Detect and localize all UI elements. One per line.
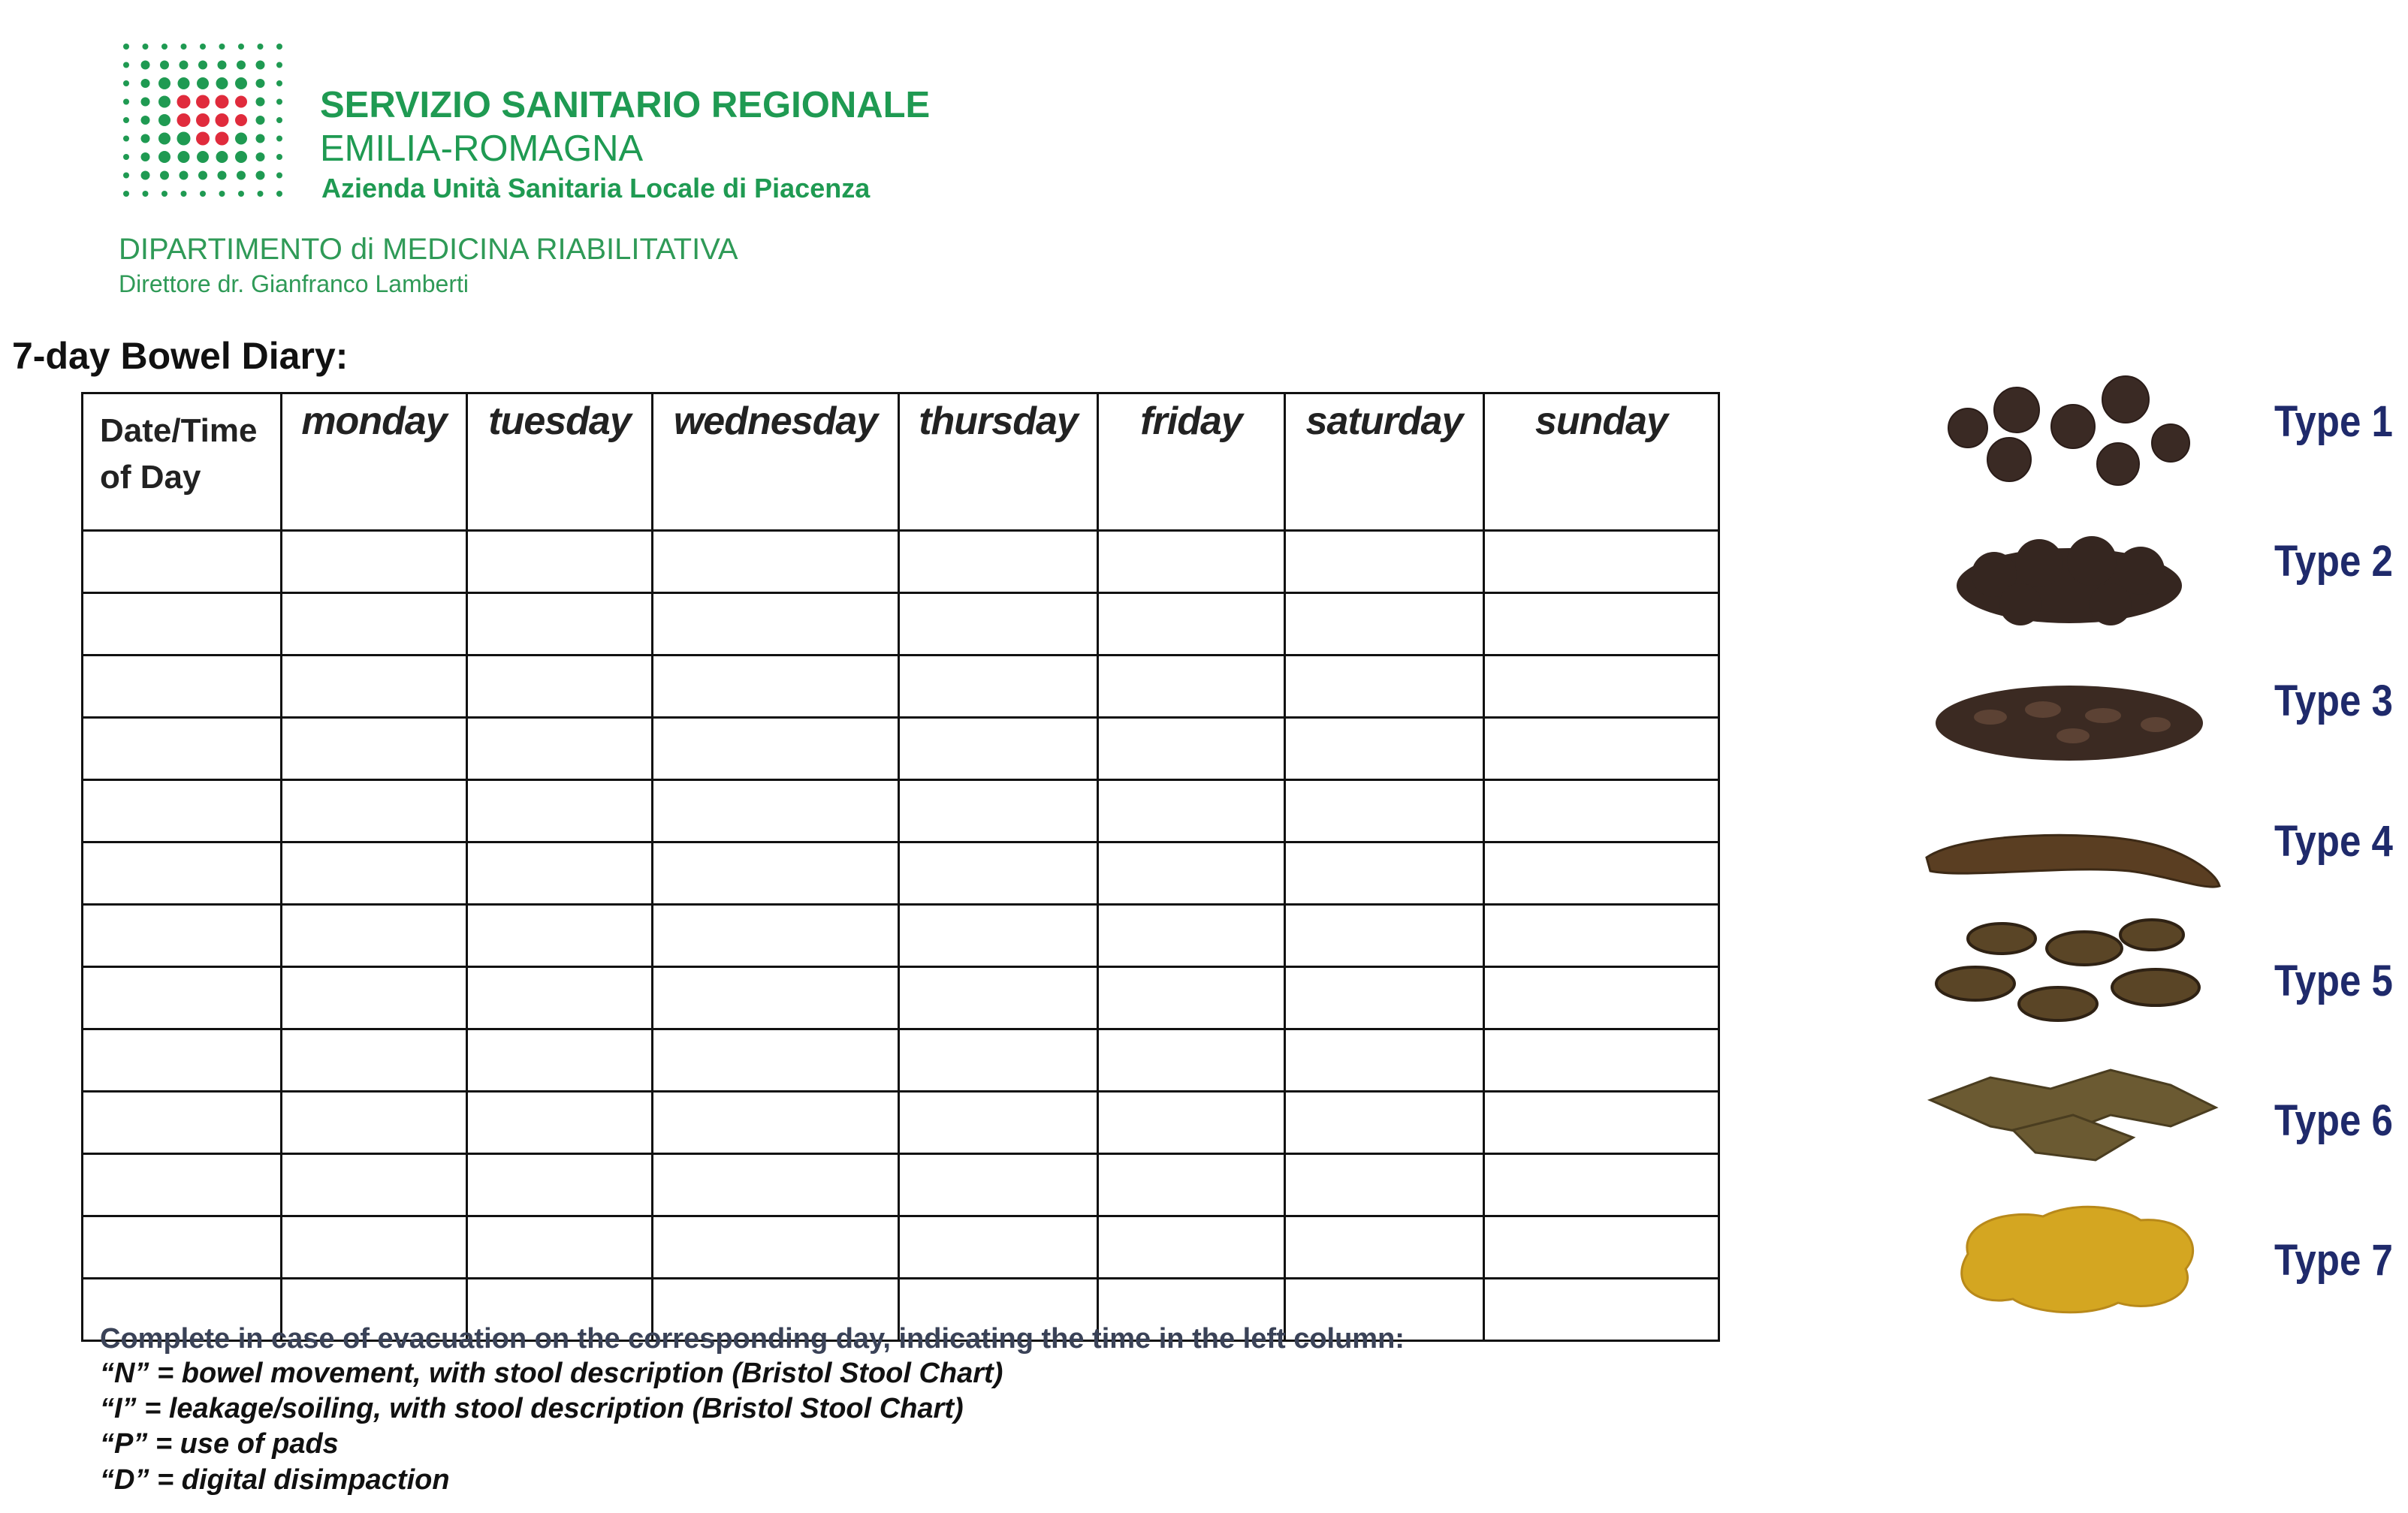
date-time-column-header bbox=[83, 393, 282, 531]
table-header-row bbox=[83, 393, 1719, 531]
logo-dot bbox=[238, 44, 244, 50]
day-entry-cell[interactable] bbox=[1098, 780, 1285, 842]
legend-item-d: “D” = digital disimpaction bbox=[100, 1464, 450, 1496]
day-entry-cell[interactable] bbox=[1285, 1092, 1484, 1154]
stool-type-2-image bbox=[1949, 529, 2197, 634]
day-header-sunday: sunday bbox=[1484, 393, 1719, 531]
day-entry-cell[interactable] bbox=[653, 905, 899, 967]
day-entry-cell[interactable] bbox=[282, 905, 467, 967]
logo-dot bbox=[276, 173, 282, 179]
date-time-cell[interactable] bbox=[83, 656, 282, 718]
logo-dot bbox=[123, 173, 129, 179]
logo-dot bbox=[197, 77, 209, 89]
logo-dot bbox=[123, 136, 129, 142]
logo-dot bbox=[158, 151, 170, 163]
day-entry-cell[interactable] bbox=[467, 656, 653, 718]
logo-dot bbox=[218, 171, 227, 180]
logo-dot bbox=[216, 151, 228, 163]
instructions-text: Complete in case of evacuation on the corresponding day, indicating the time in the left column: bbox=[100, 1323, 1405, 1355]
day-entry-cell[interactable] bbox=[467, 842, 653, 905]
stool-type-6-image bbox=[1923, 1055, 2223, 1168]
day-entry-cell[interactable] bbox=[653, 718, 899, 780]
logo-dot bbox=[180, 171, 189, 180]
legend-item-i: “I” = leakage/soiling, with stool description (Bristol Stool Chart) bbox=[100, 1393, 964, 1424]
day-entry-cell[interactable] bbox=[899, 780, 1098, 842]
logo-dot bbox=[141, 79, 150, 88]
day-entry-cell[interactable] bbox=[899, 1092, 1098, 1154]
logo-dot bbox=[178, 77, 190, 89]
day-entry-cell[interactable] bbox=[899, 1216, 1098, 1279]
day-entry-cell[interactable] bbox=[1098, 967, 1285, 1029]
day-entry-cell[interactable] bbox=[1098, 1216, 1285, 1279]
local-health-authority: Azienda Unità Sanitaria Locale di Piacenza bbox=[321, 173, 871, 203]
day-entry-cell[interactable] bbox=[653, 1216, 899, 1279]
logo-dot bbox=[276, 44, 282, 50]
logo-dot bbox=[198, 171, 207, 180]
logo-dot bbox=[160, 171, 169, 180]
day-entry-cell[interactable] bbox=[467, 1154, 653, 1216]
logo-dot bbox=[123, 154, 129, 160]
logo-dot bbox=[123, 80, 129, 86]
logo-dot bbox=[256, 116, 265, 125]
type-6-label: Type 6 bbox=[2274, 1096, 2393, 1145]
day-entry-cell[interactable] bbox=[1484, 842, 1719, 905]
logo-dot bbox=[178, 151, 190, 163]
day-entry-cell[interactable] bbox=[1484, 1154, 1719, 1216]
logo-dot bbox=[123, 99, 129, 105]
day-entry-cell[interactable] bbox=[1285, 780, 1484, 842]
day-entry-cell[interactable] bbox=[899, 1154, 1098, 1216]
day-entry-cell[interactable] bbox=[653, 842, 899, 905]
logo-dot bbox=[177, 113, 191, 127]
bowel-diary-table bbox=[81, 392, 1720, 1342]
day-header-tuesday: tuesday bbox=[467, 393, 653, 531]
day-entry-cell[interactable] bbox=[1285, 967, 1484, 1029]
date-time-cell[interactable] bbox=[83, 967, 282, 1029]
day-entry-cell[interactable] bbox=[653, 1029, 899, 1092]
date-time-cell[interactable] bbox=[83, 1029, 282, 1092]
type-2-label: Type 2 bbox=[2274, 537, 2393, 586]
logo-dot bbox=[161, 191, 167, 197]
diary-entries bbox=[83, 531, 1719, 1341]
logo-dot bbox=[141, 152, 150, 161]
table-row bbox=[83, 531, 1719, 593]
day-entry-cell[interactable] bbox=[467, 531, 653, 593]
regional-health-service-logo bbox=[117, 38, 290, 203]
date-time-cell[interactable] bbox=[83, 718, 282, 780]
logo-dot bbox=[198, 61, 207, 70]
date-time-cell[interactable] bbox=[83, 780, 282, 842]
day-entry-cell[interactable] bbox=[1484, 1029, 1719, 1092]
day-entry-cell[interactable] bbox=[1285, 905, 1484, 967]
day-entry-cell[interactable] bbox=[653, 1092, 899, 1154]
logo-dot bbox=[237, 61, 246, 70]
stool-type-7-image bbox=[1945, 1194, 2208, 1322]
day-entry-cell[interactable] bbox=[1484, 905, 1719, 967]
day-entry-cell[interactable] bbox=[899, 1029, 1098, 1092]
day-entry-cell[interactable] bbox=[1285, 1029, 1484, 1092]
day-entry-cell[interactable] bbox=[282, 842, 467, 905]
logo-dot bbox=[216, 95, 229, 109]
day-entry-cell[interactable] bbox=[1484, 593, 1719, 656]
day-header-saturday: saturday bbox=[1285, 393, 1484, 531]
day-entry-cell[interactable] bbox=[282, 1029, 467, 1092]
day-entry-cell[interactable] bbox=[1285, 656, 1484, 718]
logo-dot bbox=[180, 61, 189, 70]
day-entry-cell[interactable] bbox=[899, 718, 1098, 780]
logo-dot bbox=[143, 191, 149, 197]
day-entry-cell[interactable] bbox=[899, 531, 1098, 593]
table-row bbox=[83, 656, 1719, 718]
logo-dot bbox=[276, 80, 282, 86]
department-name: DIPARTIMENTO di MEDICINA RIABILITATIVA bbox=[119, 233, 738, 266]
day-entry-cell[interactable] bbox=[282, 780, 467, 842]
day-entry-cell[interactable] bbox=[899, 593, 1098, 656]
logo-dot bbox=[218, 61, 227, 70]
day-entry-cell[interactable] bbox=[467, 718, 653, 780]
day-entry-cell[interactable] bbox=[467, 1216, 653, 1279]
stool-type-3-image bbox=[1930, 672, 2208, 770]
logo-dot bbox=[196, 132, 210, 146]
day-entry-cell[interactable] bbox=[282, 1216, 467, 1279]
logo-dot bbox=[160, 61, 169, 70]
logo-dot bbox=[256, 98, 265, 107]
logo-dot bbox=[196, 113, 210, 127]
logo-dot bbox=[219, 191, 225, 197]
logo-dot bbox=[158, 96, 170, 108]
day-entry-cell[interactable] bbox=[653, 967, 899, 1029]
date-time-cell[interactable] bbox=[83, 593, 282, 656]
logo-dot bbox=[276, 136, 282, 142]
legend-item-n: “N” = bowel movement, with stool description (Bristol Stool Chart) bbox=[100, 1358, 1003, 1389]
day-entry-cell[interactable] bbox=[1484, 656, 1719, 718]
stool-type-4-image bbox=[1919, 811, 2227, 901]
day-entry-cell[interactable] bbox=[899, 967, 1098, 1029]
day-entry-cell[interactable] bbox=[653, 593, 899, 656]
day-entry-cell[interactable] bbox=[899, 656, 1098, 718]
logo-dot bbox=[256, 152, 265, 161]
logo-dot bbox=[258, 44, 264, 50]
logo-dot bbox=[238, 191, 244, 197]
logo-dot bbox=[200, 191, 206, 197]
day-entry-cell[interactable] bbox=[1285, 1154, 1484, 1216]
table-row bbox=[83, 780, 1719, 842]
stool-type-1-image bbox=[1938, 368, 2208, 503]
table-row bbox=[83, 718, 1719, 780]
logo-dot bbox=[235, 96, 247, 108]
logo-dot bbox=[200, 44, 206, 50]
type-1-label: Type 1 bbox=[2274, 397, 2393, 446]
logo-dot bbox=[256, 61, 265, 70]
logo-dot bbox=[141, 134, 150, 143]
day-entry-cell[interactable] bbox=[282, 967, 467, 1029]
day-entry-cell[interactable] bbox=[653, 531, 899, 593]
day-entry-cell[interactable] bbox=[653, 780, 899, 842]
logo-dot bbox=[197, 151, 209, 163]
table-row bbox=[83, 1029, 1719, 1092]
day-entry-cell[interactable] bbox=[1285, 1216, 1484, 1279]
day-entry-cell[interactable] bbox=[282, 718, 467, 780]
day-entry-cell[interactable] bbox=[282, 656, 467, 718]
logo-dot bbox=[143, 44, 149, 50]
logo-dot bbox=[181, 44, 187, 50]
logo-dot bbox=[216, 77, 228, 89]
logo-dot bbox=[123, 117, 129, 123]
stool-type-5-image bbox=[1930, 912, 2216, 1032]
day-header-thursday: thursday bbox=[899, 393, 1098, 531]
logo-dot bbox=[256, 171, 265, 180]
logo-dot bbox=[158, 77, 170, 89]
date-time-cell[interactable] bbox=[83, 1216, 282, 1279]
logo-dot bbox=[161, 44, 167, 50]
day-entry-cell[interactable] bbox=[1285, 842, 1484, 905]
logo-dot bbox=[276, 154, 282, 160]
day-entry-cell[interactable] bbox=[1484, 1216, 1719, 1279]
date-time-header-line2: of Day bbox=[100, 459, 201, 496]
day-entry-cell[interactable] bbox=[467, 1092, 653, 1154]
day-entry-cell[interactable] bbox=[1285, 718, 1484, 780]
day-entry-cell[interactable] bbox=[1098, 718, 1285, 780]
logo-dot bbox=[181, 191, 187, 197]
day-entry-cell[interactable] bbox=[1098, 1029, 1285, 1092]
legend-item-p: “P” = use of pads bbox=[100, 1428, 339, 1460]
logo-dot bbox=[216, 132, 229, 146]
logo-dot bbox=[141, 98, 150, 107]
logo-dot bbox=[158, 114, 170, 126]
type-5-label: Type 5 bbox=[2274, 957, 2393, 1005]
day-entry-cell[interactable] bbox=[1098, 905, 1285, 967]
day-entry-cell[interactable] bbox=[1484, 718, 1719, 780]
logo-dot bbox=[256, 134, 265, 143]
table-row bbox=[83, 842, 1719, 905]
logo-dot bbox=[123, 191, 129, 197]
table-row bbox=[83, 1216, 1719, 1279]
logo-dot bbox=[235, 77, 247, 89]
day-entry-cell[interactable] bbox=[467, 780, 653, 842]
type-7-label: Type 7 bbox=[2274, 1236, 2393, 1285]
logo-dot bbox=[141, 116, 150, 125]
director-name: Direttore dr. Gianfranco Lamberti bbox=[119, 270, 469, 297]
type-4-label: Type 4 bbox=[2274, 817, 2393, 866]
date-time-header-line1: Date/Time bbox=[100, 412, 258, 449]
day-entry-cell[interactable] bbox=[467, 967, 653, 1029]
day-entry-cell[interactable] bbox=[467, 905, 653, 967]
region-name: EMILIA-ROMAGNA bbox=[320, 128, 644, 169]
logo-dot bbox=[141, 171, 150, 180]
day-entry-cell[interactable] bbox=[467, 593, 653, 656]
day-entry-cell[interactable] bbox=[653, 1154, 899, 1216]
date-time-cell[interactable] bbox=[83, 842, 282, 905]
logo-dot bbox=[276, 99, 282, 105]
day-header-wednesday: wednesday bbox=[653, 393, 899, 531]
day-entry-cell[interactable] bbox=[1098, 1154, 1285, 1216]
logo-dot bbox=[141, 61, 150, 70]
date-time-cell[interactable] bbox=[83, 531, 282, 593]
type-3-label: Type 3 bbox=[2274, 677, 2393, 725]
logo-dot bbox=[235, 114, 247, 126]
logo-dot bbox=[256, 79, 265, 88]
day-entry-cell[interactable] bbox=[1484, 531, 1719, 593]
logo-dot bbox=[276, 117, 282, 123]
day-header-friday: friday bbox=[1098, 393, 1285, 531]
date-time-cell[interactable] bbox=[83, 905, 282, 967]
day-entry-cell[interactable] bbox=[1285, 593, 1484, 656]
day-entry-cell[interactable] bbox=[282, 531, 467, 593]
day-entry-cell[interactable] bbox=[1484, 1092, 1719, 1154]
table-row bbox=[83, 905, 1719, 967]
day-header-monday: monday bbox=[282, 393, 467, 531]
organization-name: SERVIZIO SANITARIO REGIONALE bbox=[320, 85, 931, 125]
day-entry-cell[interactable] bbox=[1484, 967, 1719, 1029]
logo-dot bbox=[123, 62, 129, 68]
day-entry-cell[interactable] bbox=[282, 1092, 467, 1154]
date-time-cell[interactable] bbox=[83, 1092, 282, 1154]
day-entry-cell[interactable] bbox=[282, 593, 467, 656]
day-entry-cell[interactable] bbox=[1098, 842, 1285, 905]
table-row bbox=[83, 1092, 1719, 1154]
logo-dot bbox=[219, 44, 225, 50]
logo-dot bbox=[276, 191, 282, 197]
day-entry-cell[interactable] bbox=[1285, 531, 1484, 593]
logo-dot bbox=[196, 95, 210, 109]
logo-dot bbox=[216, 113, 229, 127]
day-entry-cell[interactable] bbox=[1098, 656, 1285, 718]
logo-dot bbox=[177, 95, 191, 109]
day-entry-cell[interactable] bbox=[1484, 1279, 1719, 1341]
day-entry-cell[interactable] bbox=[1098, 531, 1285, 593]
table-row bbox=[83, 1154, 1719, 1216]
day-entry-cell[interactable] bbox=[1098, 593, 1285, 656]
logo-dot bbox=[177, 132, 191, 146]
date-time-cell[interactable] bbox=[83, 1154, 282, 1216]
logo-dot bbox=[237, 171, 246, 180]
table-row bbox=[83, 593, 1719, 656]
logo-dot bbox=[123, 44, 129, 50]
day-entry-cell[interactable] bbox=[653, 656, 899, 718]
day-entry-cell[interactable] bbox=[899, 842, 1098, 905]
logo-dot bbox=[258, 191, 264, 197]
page-title: 7-day Bowel Diary: bbox=[12, 335, 349, 377]
logo-dot bbox=[235, 133, 247, 145]
day-entry-cell[interactable] bbox=[1484, 780, 1719, 842]
logo-dot bbox=[158, 133, 170, 145]
logo-dot bbox=[276, 62, 282, 68]
table-row bbox=[83, 967, 1719, 1029]
day-entry-cell[interactable] bbox=[467, 1029, 653, 1092]
day-entry-cell[interactable] bbox=[1098, 1092, 1285, 1154]
day-entry-cell[interactable] bbox=[282, 1154, 467, 1216]
day-entry-cell[interactable] bbox=[899, 905, 1098, 967]
logo-dot bbox=[235, 151, 247, 163]
